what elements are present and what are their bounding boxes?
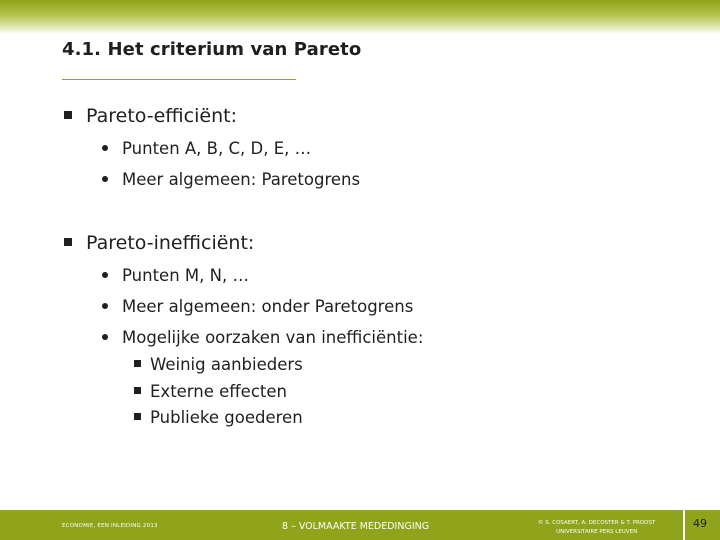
square-bullet-icon [134, 413, 141, 420]
round-bullet-icon [102, 176, 108, 182]
list-item-text: Meer algemeen: Paretogrens [122, 170, 361, 189]
square-bullet-icon [64, 111, 72, 119]
sub-list-item-text: Externe effecten [150, 382, 287, 401]
square-bullet-icon [134, 360, 141, 367]
square-bullet-icon [64, 238, 72, 246]
list-item [102, 266, 249, 285]
sub-list-item [134, 382, 287, 401]
page-number: 49 [693, 517, 707, 530]
sub-list-item [134, 408, 303, 427]
list-item-text: Meer algemeen: onder Paretogrens [122, 297, 414, 316]
round-bullet-icon [102, 303, 108, 309]
footer-authors: © S. COSAERT, A. DECOSTER & T. PROOST [538, 520, 656, 526]
list-item-text: Punten M, N, … [122, 266, 249, 285]
round-bullet-icon [102, 334, 108, 340]
heading-text: Pareto-inefficiënt: [86, 232, 255, 254]
list-item [102, 139, 311, 158]
footer-chapter: 8 – VOLMAAKTE MEDEDINGING [282, 521, 430, 532]
list-item [102, 328, 423, 347]
heading-text: Pareto-efficiënt: [86, 105, 237, 127]
list-item-text: Punten A, B, C, D, E, … [122, 139, 312, 158]
footer-divider [683, 510, 685, 540]
footer-course-title: ECONOMIE, EEN INLEIDING 2013 [62, 523, 158, 529]
footer-publisher: UNIVERSITAIRE PERS LEUVEN [556, 529, 638, 535]
sub-list-item-text: Weinig aanbieders [150, 355, 303, 374]
round-bullet-icon [102, 272, 108, 278]
sub-list-item-text: Publieke goederen [150, 408, 303, 427]
list-item [102, 297, 413, 316]
bullet-heading-inefficient [64, 232, 254, 254]
slide-title: 4.1. Het criterium van Pareto [62, 39, 362, 60]
list-item [102, 170, 360, 189]
bullet-heading-efficient [64, 105, 237, 127]
square-bullet-icon [134, 387, 141, 394]
round-bullet-icon [102, 145, 108, 151]
list-item-text: Mogelijke oorzaken van inefficiëntie: [122, 328, 424, 347]
sub-list-item [134, 355, 303, 374]
footer-copyright [538, 519, 655, 537]
footer-bar [0, 510, 720, 540]
